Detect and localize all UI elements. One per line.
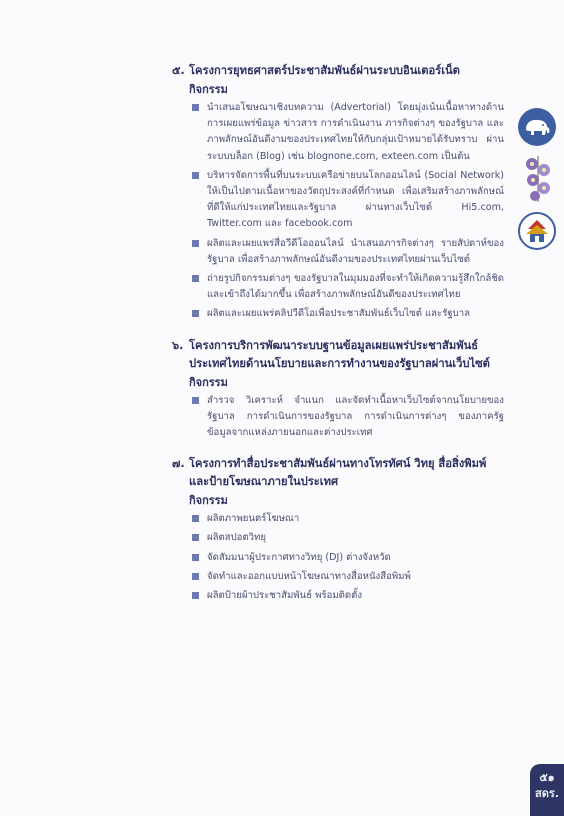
list-item-text: สำรวจ วิเคราะห์ จำแนก และจัดทำเนื้อหาเว็บไซต์จากนโยบายของรัฐบาล การดำเนินการของรัฐบาล การดำเนินการต่างๆ ของภาครัฐ ข้อมูลจากแหล่งภายนอกและต่างประเทศ xyxy=(207,394,504,439)
page-number: ๕๑ xyxy=(539,771,555,784)
section-heading xyxy=(172,62,504,80)
list-item-text: จัดสัมมนาผู้ประกาศทางวิทยุ (DJ) ต่างจังหวัด xyxy=(207,551,391,563)
square-bullet-icon xyxy=(192,515,199,522)
list-item xyxy=(192,550,504,566)
list-item xyxy=(192,569,504,585)
list-item xyxy=(192,168,504,233)
main-content xyxy=(172,62,504,614)
section-number: ๖. xyxy=(172,338,184,352)
list-item-text: ผลิตและเผยแพร่คลิปวีดีโอเพื่อประชาสัมพันธ์เว็บไซต์ และรัฐบาล xyxy=(207,308,471,320)
square-bullet-icon xyxy=(192,104,199,111)
list-item-text: ผลิตสปอตวิทยุ xyxy=(207,532,267,544)
square-bullet-icon xyxy=(192,310,199,317)
list-item xyxy=(192,588,504,604)
activity-list xyxy=(172,100,504,323)
activity-label: กิจกรรม xyxy=(189,494,228,508)
square-bullet-icon xyxy=(192,592,199,599)
page-label: สดร. xyxy=(535,787,559,800)
elephant-icon xyxy=(518,108,556,146)
list-item-text: บริหารจัดการพื้นที่บนระบบเครือข่ายบนโลกออนไลน์ (Social Network) ให้เป็นไปตามเนื้อหาของวัตถุประสงค์ที่กำหนด เพื่อเสริมสร้างภาพลักษณ์ที่ดีให้แก่ประเทศไทยและรัฐบาล ผ่านทางเว็บไซต์ Hi5.com, Twitter.com และ facebook.com xyxy=(207,169,504,230)
list-item-text: จัดทำและออกแบบหน้าโฆษณาทางสื่อหนังสือพิมพ์ xyxy=(207,570,411,582)
section-number: ๕. xyxy=(172,64,185,77)
list-item-text: นำเสนอโฆษณาเชิงบทความ (Advertorial) โดยมุ่งเน้นเนื้อหาทางด้านการเผยแพร่ข้อมูล ข่าวสาร การดำเนินงาน ภารกิจต่างๆ ของรัฐบาล และภาพลักษณ์อันดีงามของประเทศไทยให้กับกลุ่มเป้าหมายได้รับทราบ ผ่านระบบบล็อก (Blog) เช่น blognone.com, exteen.com เป็นต้น xyxy=(207,102,504,162)
list-item xyxy=(192,306,504,322)
orchid-flower-icon xyxy=(520,154,556,204)
list-item xyxy=(192,530,504,546)
list-item-text: ผลิตป้ายผ้าประชาสัมพันธ์ พร้อมติดตั้ง xyxy=(207,590,363,602)
square-bullet-icon xyxy=(192,534,199,541)
section-6 xyxy=(172,337,504,442)
square-bullet-icon xyxy=(192,275,199,282)
activity-list xyxy=(172,393,504,442)
square-bullet-icon xyxy=(192,240,199,247)
activity-label: กิจกรรม xyxy=(189,83,228,96)
list-item xyxy=(192,271,504,303)
page-number-tab xyxy=(530,764,564,816)
square-bullet-icon xyxy=(192,397,199,404)
side-decoration xyxy=(518,108,558,250)
section-title: โครงการทำสื่อประชาสัมพันธ์ผ่านทางโทรทัศน์ วิทยุ สื่อสิ่งพิมพ์ และป้ายโฆษณาภายในประเทศ xyxy=(189,457,487,489)
activity-list xyxy=(172,511,504,604)
list-item xyxy=(192,236,504,268)
section-7 xyxy=(172,455,504,604)
section-heading xyxy=(172,455,504,491)
list-item xyxy=(192,393,504,442)
list-item xyxy=(192,100,504,165)
section-5 xyxy=(172,62,504,323)
section-number: ๗. xyxy=(172,457,185,471)
square-bullet-icon xyxy=(192,573,199,580)
list-item-text: ผลิตภาพยนตร์โฆษณา xyxy=(207,513,300,525)
square-bullet-icon xyxy=(192,554,199,561)
list-item-text: ถ่ายรูปกิจกรรมต่างๆ ของรัฐบาลในมุมมองที่จะทำให้เกิดความรู้สึกใกล้ชิด และเข้าถึงได้มากขึ้น เพื่อสร้างภาพลักษณ์อันดีของประเทศไทย xyxy=(207,273,504,301)
thai-pavilion-icon xyxy=(518,212,556,250)
section-title: โครงการยุทธศาสตร์ประชาสัมพันธ์ผ่านระบบอินเตอร์เน็ต xyxy=(189,64,460,77)
activity-label: กิจกรรม xyxy=(189,375,228,389)
section-title: โครงการบริการพัฒนาระบบฐานข้อมูลเผยแพร่ประชาสัมพันธ์ประเทศไทยด้านนโยบายและการทำงานของรัฐบาลผ่านเว็บไซต์ xyxy=(189,338,490,370)
section-heading xyxy=(172,337,504,373)
square-bullet-icon xyxy=(192,172,199,179)
list-item-text: ผลิตและเผยแพร่สื่อวีดีโอออนไลน์ นำเสนอภารกิจต่างๆ รายสัปดาห์ของรัฐบาล เพื่อสร้างภาพลักษณ์อันดีงามของประเทศไทยผ่านเว็บไซต์ xyxy=(207,237,504,265)
list-item xyxy=(192,511,504,527)
